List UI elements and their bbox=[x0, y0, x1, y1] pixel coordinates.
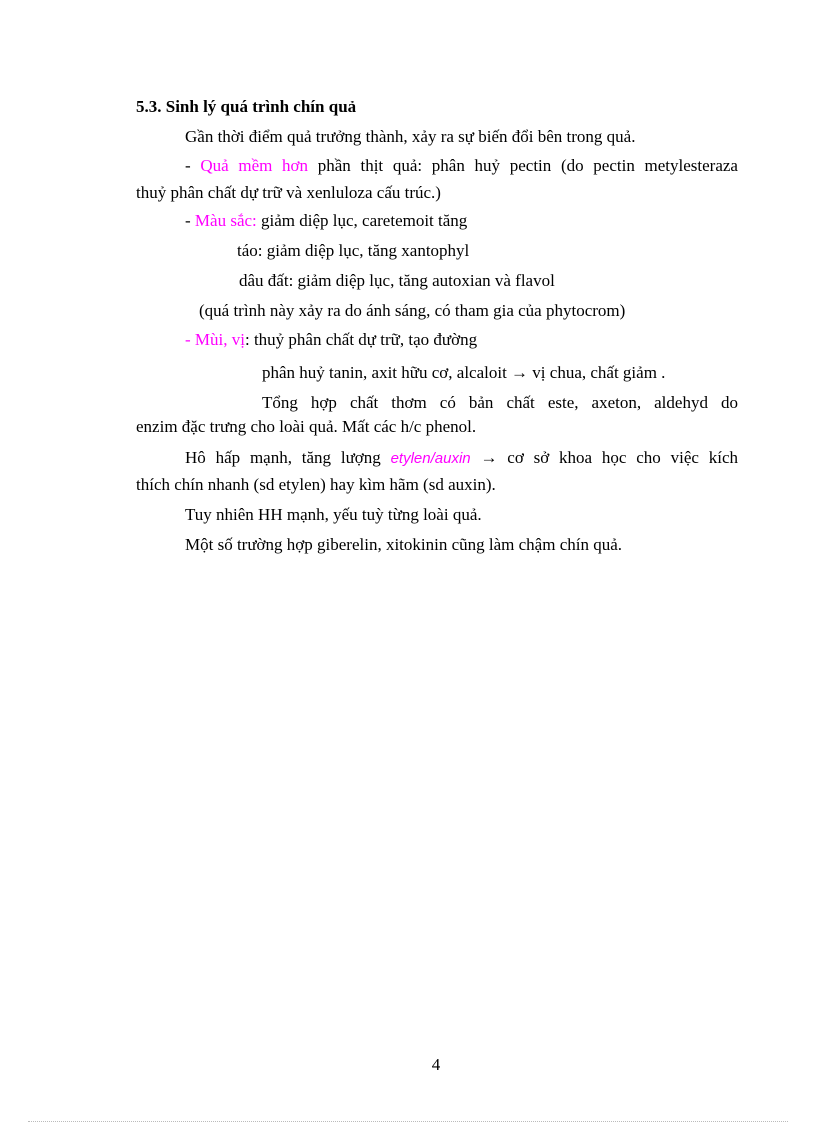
paragraph-3-text: giảm diệp lục, caretemoit tăng bbox=[256, 211, 468, 230]
paragraph-4-line-4: enzim đặc trưng cho loài quả. Mất các h/c phenol. bbox=[136, 417, 477, 436]
paragraph-7: Một số trường hợp giberelin, xitokinin cũng làm chậm chín quả. bbox=[185, 535, 623, 554]
highlight-mau-sac: Màu sắc: bbox=[194, 211, 257, 230]
paragraph-2-line-1 bbox=[185, 155, 738, 177]
paragraph-4-text: : thuỷ phân chất dự trữ, tạo đường bbox=[244, 330, 478, 349]
highlight-qua-mem-hon: Quả mềm hơn bbox=[200, 156, 309, 175]
dash: - bbox=[185, 156, 201, 175]
paragraph-4-line-2: phân huỷ tanin, axit hữu cơ, alcaloit → vị chua, chất giảm . bbox=[262, 363, 666, 382]
paragraph-4-line-1 bbox=[185, 329, 477, 351]
paragraph-4-line-3: Tổng hợp chất thơm có bản chất este, axeton, aldehyd do bbox=[262, 393, 738, 412]
highlight-etylen-auxin: etylen/auxin bbox=[390, 450, 471, 467]
paragraph-5-line-2: thích chín nhanh (sd etylen) hay kìm hãm (sd auxin). bbox=[136, 475, 496, 494]
page-number: 4 bbox=[431, 1055, 441, 1074]
paragraph-6: Tuy nhiên HH mạnh, yếu tuỳ từng loài quả. bbox=[185, 505, 482, 524]
paragraph-2-line-2: thuỷ phân chất dự trữ và xenluloza cấu trúc.) bbox=[136, 183, 441, 202]
paragraph-3-line-3: dâu đất: giảm diệp lục, tăng autoxian và flavol bbox=[239, 271, 555, 290]
paragraph-1: Gần thời điểm quả trưởng thành, xảy ra sự biến đổi bên trong quả. bbox=[185, 127, 636, 146]
paragraph-5-text-a: Hô hấp mạnh, tăng lượng bbox=[185, 448, 391, 467]
paragraph-2-text: phần thịt quả: phân huỷ pectin (do pectin metylesteraza bbox=[308, 156, 738, 175]
paragraph-3-line-2: táo: giảm diệp lục, tăng xantophyl bbox=[237, 241, 470, 260]
highlight-mui-vi: - Mùi, vị bbox=[185, 330, 245, 349]
paragraph-5-line-1 bbox=[185, 447, 738, 470]
section-heading: 5.3. Sinh lý quá trình chín quả bbox=[136, 97, 357, 116]
paragraph-3-line-4: (quá trình này xảy ra do ánh sáng, có tham gia của phytocrom) bbox=[199, 301, 626, 320]
paragraph-5-text-b: → cơ sở khoa học cho việc kích bbox=[470, 448, 738, 467]
paragraph-3-line-1 bbox=[185, 210, 467, 232]
page-divider bbox=[28, 1121, 788, 1122]
dash: - bbox=[185, 211, 195, 230]
